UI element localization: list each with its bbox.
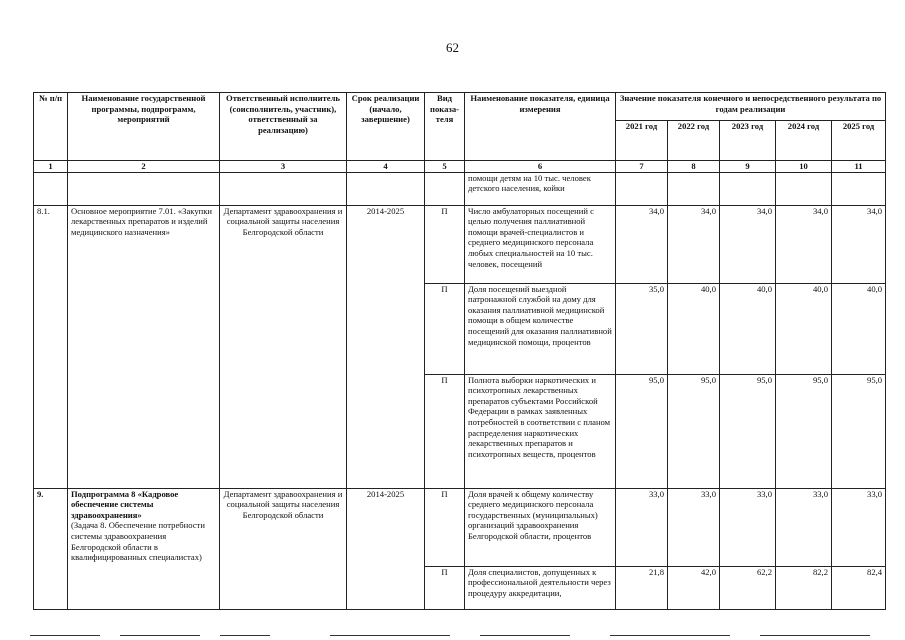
column-number: 9 <box>720 161 776 173</box>
term-cell: 2014-2025 <box>347 488 425 609</box>
subprogram-title: Подпрограмма 8 «Кадровое обеспечение системы здравоохранения» <box>71 488 179 520</box>
row-number: 8.1. <box>34 205 68 488</box>
column-number: 8 <box>668 161 720 173</box>
header-col-name: Наименование государственной программы, подпрограмм, мероприятий <box>68 93 220 161</box>
header-year: 2022 год <box>668 121 720 161</box>
value-cell: 33,0 <box>832 488 886 566</box>
indicator-cell: Полнота выборки наркотических и психотропных лекарственных препаратов субъектами Российской Федерации в рамках заявленных потребностей в соответствии с планом распределения наркотических лекарственных препаратов и психотропных веществ, процентов <box>465 374 616 488</box>
value-cell: 40,0 <box>668 283 720 374</box>
value-cell: 34,0 <box>616 205 668 283</box>
value-cell: 95,0 <box>668 374 720 488</box>
header-col-term: Срок реализации (начало, завершение) <box>347 93 425 161</box>
indicator-cell: Доля врачей к общему количеству среднего медицинского персонала государственных (муниципальных) организаций здравоохранения Белгородской области, процентов <box>465 488 616 566</box>
scan-edge-line <box>220 635 270 636</box>
value-cell: 95,0 <box>720 374 776 488</box>
value-cell: 82,4 <box>832 566 886 609</box>
executor-cell: Департамент здравоохранения и социальной защиты населения Белгородской области <box>220 205 347 488</box>
value-cell: 62,2 <box>720 566 776 609</box>
subprogram-name <box>68 488 220 609</box>
value-cell: 82,2 <box>776 566 832 609</box>
value-cell: 33,0 <box>668 488 720 566</box>
header-col-indicator: Наименование показателя, единица измерения <box>465 93 616 161</box>
value-cell: 33,0 <box>616 488 668 566</box>
scan-edge-line <box>330 635 450 636</box>
term-cell: 2014-2025 <box>347 205 425 488</box>
column-number: 1 <box>34 161 68 173</box>
value-cell: 40,0 <box>720 283 776 374</box>
indicator-cell: Число амбулаторных посещений с целью получения паллиативной помощи врачей-специалистов и среднего медицинского персонала любых специальностей на 10 тыс. человек, посещений <box>465 205 616 283</box>
scan-edge-line <box>120 635 200 636</box>
scan-edge-line <box>480 635 570 636</box>
event-name: Основное мероприятие 7.01. «Закупки лекарственных препаратов и изделий медицинского назначения» <box>68 205 220 488</box>
header-year: 2025 год <box>832 121 886 161</box>
value-cell: 95,0 <box>832 374 886 488</box>
table-row <box>34 172 886 205</box>
value-cell: 21,8 <box>616 566 668 609</box>
value-cell: 33,0 <box>720 488 776 566</box>
column-number: 5 <box>425 161 465 173</box>
value-cell: 34,0 <box>668 205 720 283</box>
value-cell: 40,0 <box>832 283 886 374</box>
page-number: 62 <box>446 40 459 55</box>
indicator-cell: Доля посещений выездной патронажной службой на дому для оказания паллиативной медицинской помощи в общем количестве посещений для оказания паллиативной медицинской помощи, процентов <box>465 283 616 374</box>
value-cell: 95,0 <box>616 374 668 488</box>
header-col-number: № п/п <box>34 93 68 161</box>
indicators-table <box>33 92 886 610</box>
value-cell: 42,0 <box>668 566 720 609</box>
value-cell: 34,0 <box>832 205 886 283</box>
value-cell: 40,0 <box>776 283 832 374</box>
column-number: 10 <box>776 161 832 173</box>
kind-cell: П <box>425 205 465 283</box>
scan-edge-line <box>610 635 730 636</box>
column-number: 7 <box>616 161 668 173</box>
value-cell: 34,0 <box>776 205 832 283</box>
value-cell: 34,0 <box>720 205 776 283</box>
value-cell: 95,0 <box>776 374 832 488</box>
header-col-kind: Вид показа-теля <box>425 93 465 161</box>
kind-cell: П <box>425 566 465 609</box>
column-number: 11 <box>832 161 886 173</box>
value-cell: 33,0 <box>776 488 832 566</box>
column-number: 4 <box>347 161 425 173</box>
row-number: 9. <box>34 488 68 609</box>
header-year: 2024 год <box>776 121 832 161</box>
column-numbers-row <box>34 161 886 173</box>
kind-cell: П <box>425 283 465 374</box>
column-number: 2 <box>68 161 220 173</box>
column-number: 3 <box>220 161 347 173</box>
scan-edge-line <box>760 635 870 636</box>
header-values-group: Значение показателя конечного и непосредственного результата по годам реализации <box>616 93 886 121</box>
kind-cell: П <box>425 374 465 488</box>
kind-cell: П <box>425 488 465 566</box>
indicator-cell: помощи детям на 10 тыс. человек детского населения, койки <box>465 172 616 205</box>
executor-cell: Департамент здравоохранения и социальной защиты населения Белгородской области <box>220 488 347 609</box>
header-year: 2023 год <box>720 121 776 161</box>
indicator-cell: Доля специалистов, допущенных к профессиональной деятельности через процедуру аккредитации, <box>465 566 616 609</box>
value-cell: 35,0 <box>616 283 668 374</box>
subprogram-task: (Задача 8. Обеспечение потребности системы здравоохранения Белгородской области в квалифицированных специалистах) <box>71 520 205 563</box>
table-row <box>34 205 886 283</box>
header-col-executor: Ответственный исполнитель (соисполнитель, участник), ответственный за реализацию) <box>220 93 347 161</box>
table-row <box>34 488 886 566</box>
header-year: 2021 год <box>616 121 668 161</box>
scan-edge-line <box>30 635 100 636</box>
column-number: 6 <box>465 161 616 173</box>
